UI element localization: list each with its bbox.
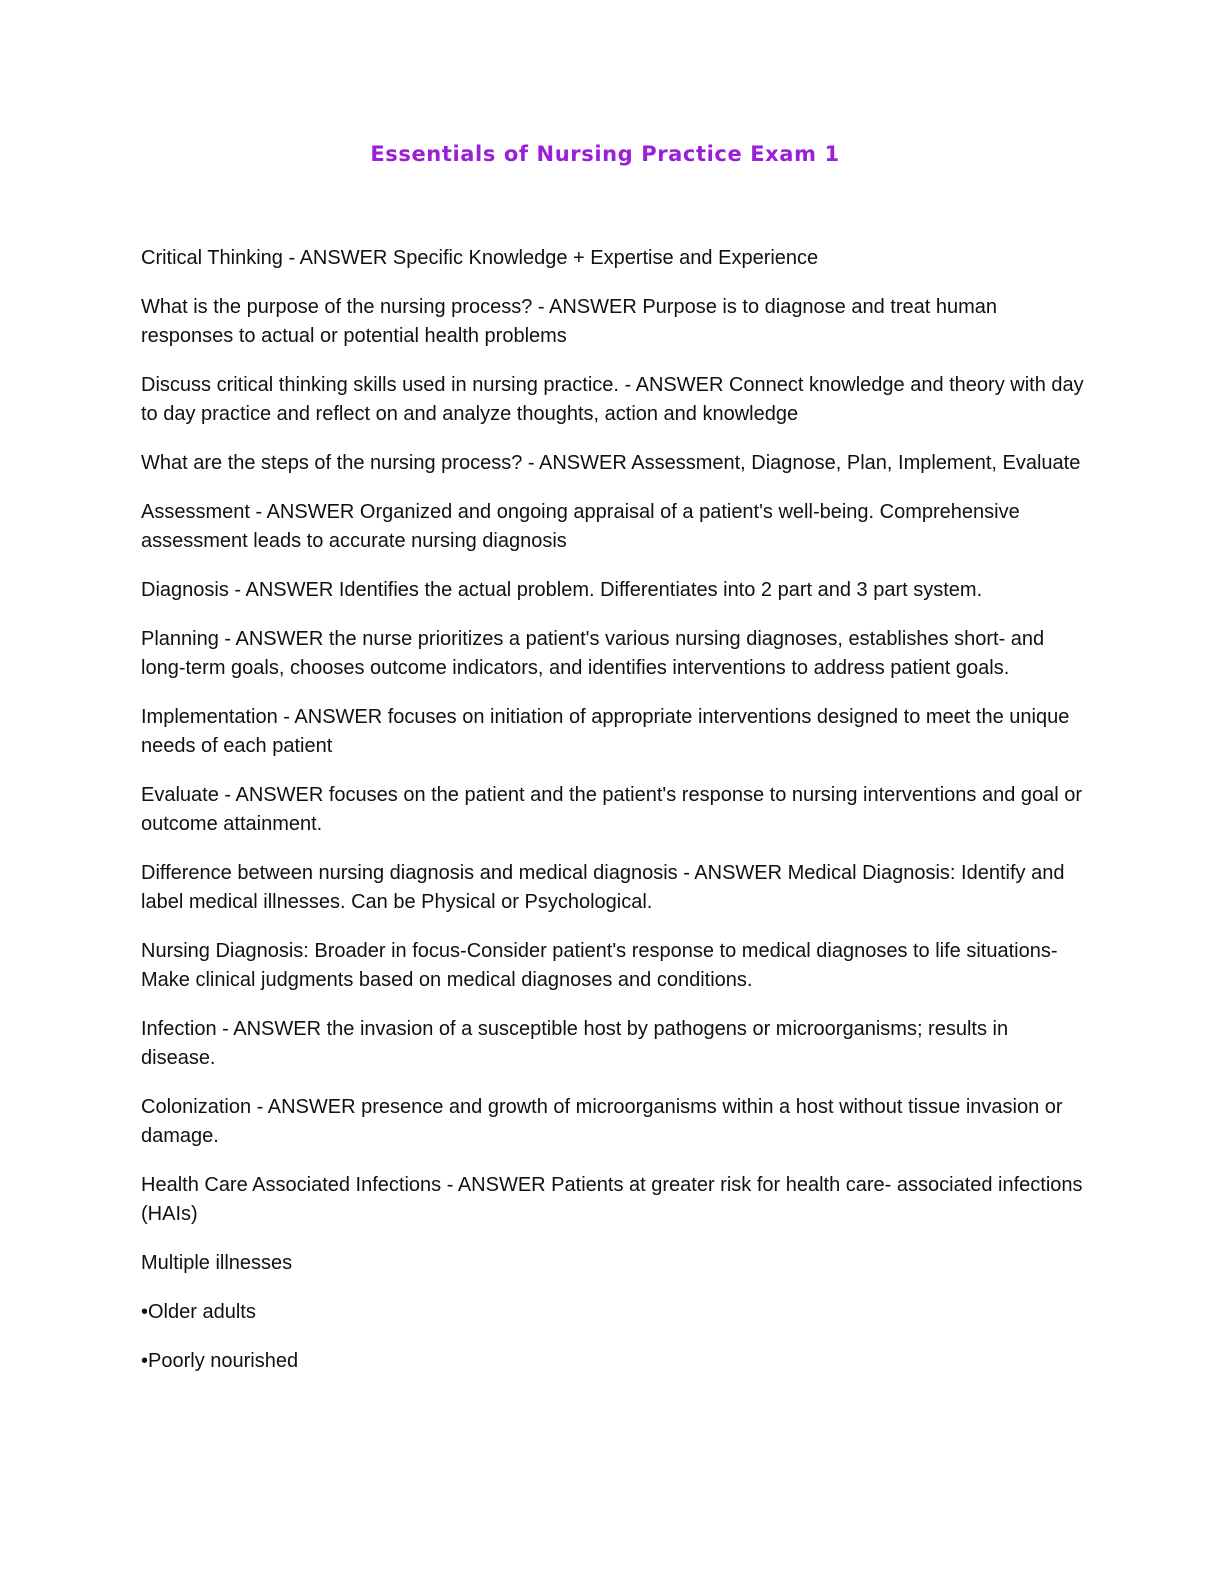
paragraph-diagnosis: Diagnosis - ANSWER Identifies the actual problem. Differentiates into 2 part and 3 part system. [141, 579, 983, 601]
bullet-poorly-nourished: •Poorly nourished [141, 1350, 299, 1372]
paragraph-assessment: Assessment - ANSWER Organized and ongoing appraisal of a patient's well-being. Comprehensive assessment leads to accurate nursing diagnosis [141, 501, 1020, 552]
paragraph-implementation: Implementation - ANSWER focuses on initiation of appropriate interventions designed to meet the unique needs of each patient [141, 706, 1070, 757]
paragraph-critical-thinking-skills: Discuss critical thinking skills used in nursing practice. - ANSWER Connect knowledge and theory with day to day practice and reflect on and analyze thoughts, action and knowledge [141, 374, 1084, 425]
paragraph-critical-thinking: Critical Thinking - ANSWER Specific Knowledge + Expertise and Experience [141, 247, 819, 269]
paragraph-diagnosis-difference: Difference between nursing diagnosis and medical diagnosis - ANSWER Medical Diagnosis: Identify and label medical illnesses. Can be Physical or Psychological. [141, 862, 1065, 913]
paragraph-evaluate: Evaluate - ANSWER focuses on the patient and the patient's response to nursing interventions and goal or outcome attainment. [141, 784, 1083, 835]
paragraph-colonization: Colonization - ANSWER presence and growth of microorganisms within a host without tissue invasion or damage. [141, 1096, 1063, 1147]
paragraph-infection: Infection - ANSWER the invasion of a susceptible host by pathogens or microorganisms; results in disease. [141, 1018, 1009, 1069]
paragraph-planning: Planning - ANSWER the nurse prioritizes a patient's various nursing diagnoses, establishes short- and long-term goals, chooses outcome indicators, and identifies interventions to address patient goals. [141, 628, 1045, 679]
paragraph-steps-nursing-process: What are the steps of the nursing process? - ANSWER Assessment, Diagnose, Plan, Implement, Evaluate [141, 452, 1081, 474]
page-title: Essentials of Nursing Practice Exam 1 [370, 142, 840, 166]
paragraph-purpose-nursing-process: What is the purpose of the nursing process? - ANSWER Purpose is to diagnose and treat human responses to actual or potential health problems [141, 296, 998, 347]
paragraph-health-care-associated-infections: Health Care Associated Infections - ANSWER Patients at greater risk for health care- associated infections (HAIs) [141, 1174, 1083, 1225]
document-body [141, 244, 1086, 1396]
paragraph-nursing-diagnosis: Nursing Diagnosis: Broader in focus-Consider patient's response to medical diagnoses to life situations-Make clinical judgments based on medical diagnoses and conditions. [141, 940, 1058, 991]
bullet-older-adults: •Older adults [141, 1301, 256, 1323]
paragraph-multiple-illnesses: Multiple illnesses [141, 1252, 293, 1274]
